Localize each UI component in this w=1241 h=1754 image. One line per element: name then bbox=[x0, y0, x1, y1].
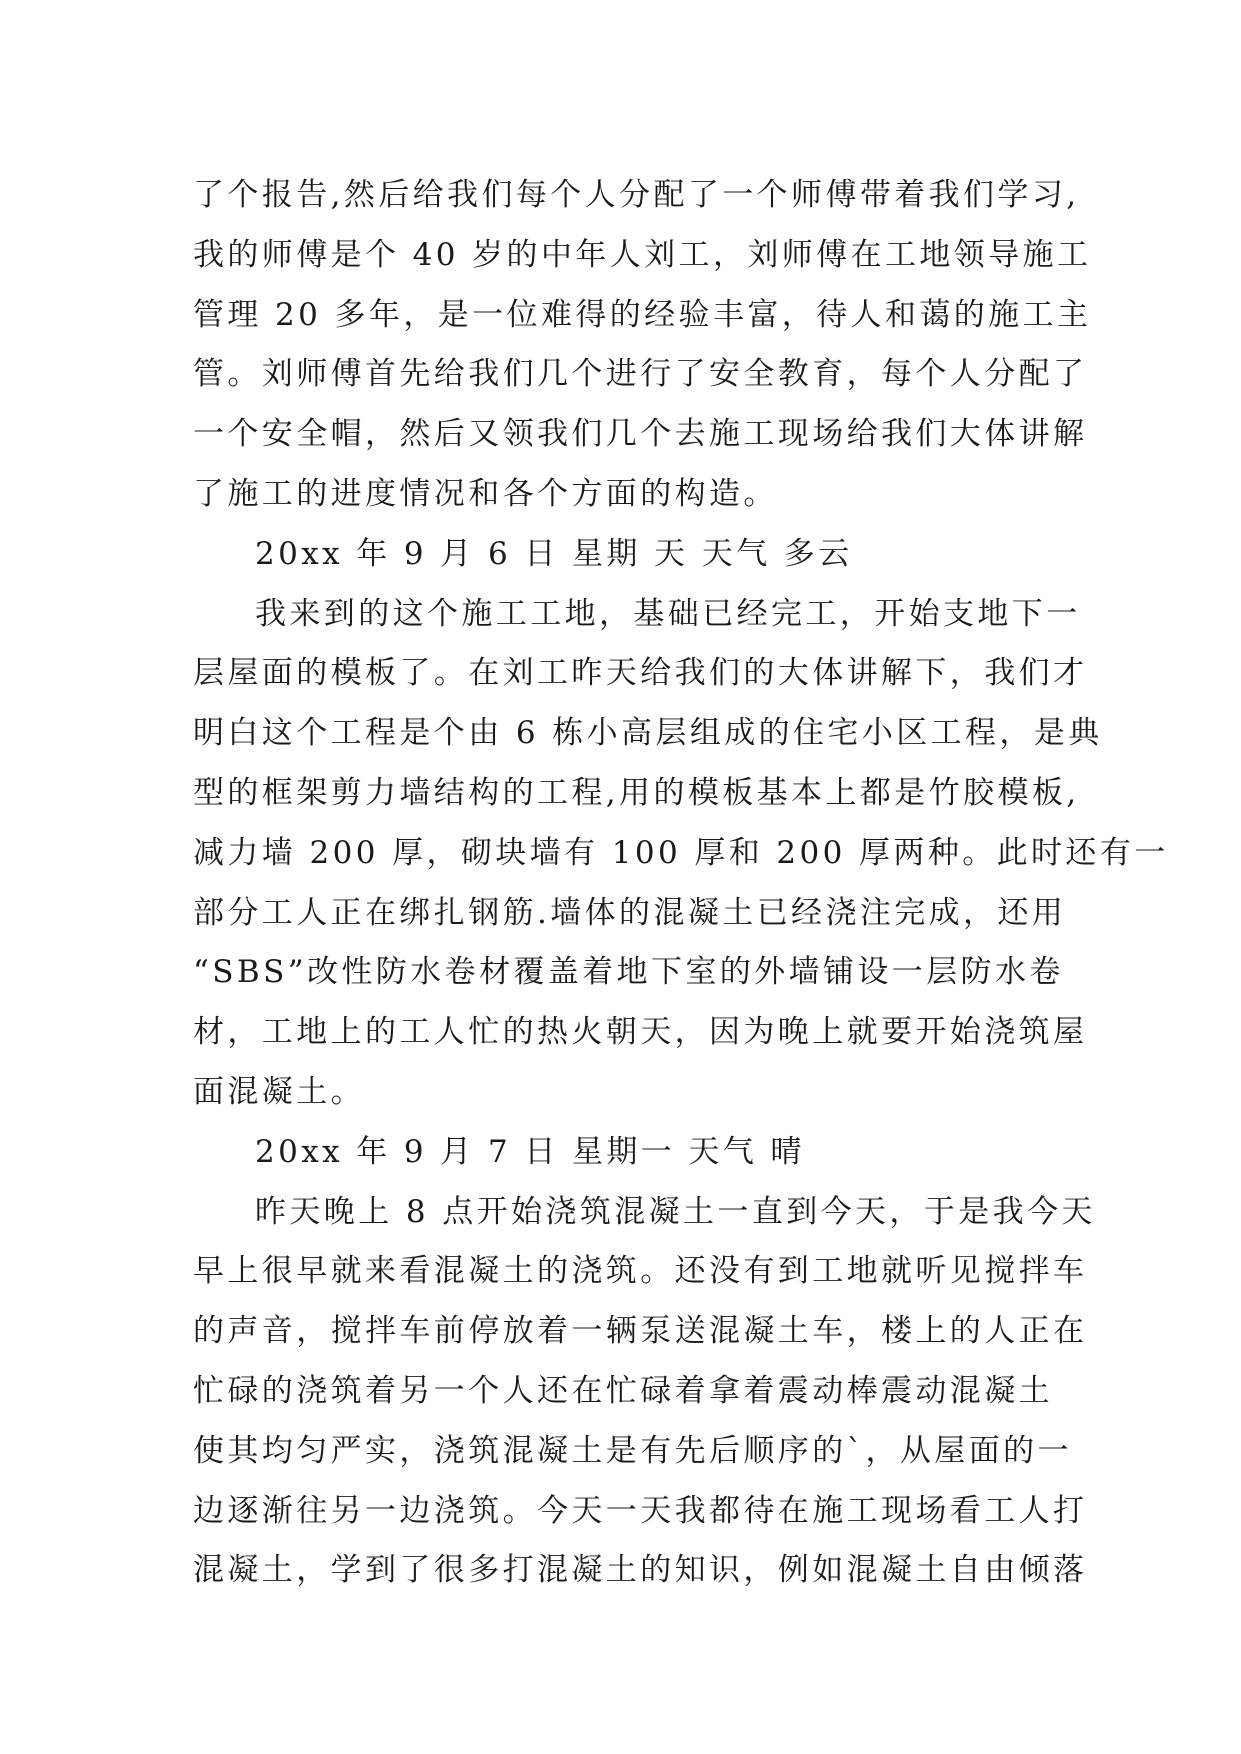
text-line: 部分工人正在绑扎钢筋.墙体的混凝土已经浇注完成，还用 bbox=[193, 894, 1067, 931]
text-line: 我的师傅是个 40 岁的中年人刘工，刘师傅在工地领导施工 bbox=[193, 236, 1092, 273]
text-line: 面混凝土。 bbox=[193, 1073, 365, 1110]
text-line: 材，工地上的工人忙的热火朝天，因为晚上就要开始浇筑屋 bbox=[193, 1014, 1088, 1051]
text-line: 使其均匀严实，浇筑混凝土是有先后顺序的`，从屋面的一 bbox=[193, 1432, 1072, 1469]
text-line: 明白这个工程是个由 6 栋小高层组成的住宅小区工程，是典 bbox=[193, 715, 1103, 752]
text-line: 管。刘师傅首先给我们几个进行了安全教育，每个人分配了 bbox=[193, 356, 1088, 393]
text-line: 管理 20 多年，是一位难得的经验丰富，待人和蔼的施工主 bbox=[193, 296, 1092, 333]
paragraph-first-line: 昨天晚上 8 点开始浇筑混凝土一直到今天，于是我今天 bbox=[255, 1193, 1096, 1230]
text-line: 忙碌的浇筑着另一个人还在忙碌着拿着震动棒震动混凝土 bbox=[193, 1372, 1053, 1409]
diary-date-heading: 20xx 年 9 月 6 日 星期 天 天气 多云 bbox=[255, 535, 853, 572]
text-line: 混凝土，学到了很多打混凝土的知识，例如混凝土自由倾落 bbox=[193, 1552, 1088, 1589]
document-body bbox=[193, 166, 1169, 1601]
text-line: 早上很早就来看混凝土的浇筑。还没有到工地就听见搅拌车 bbox=[193, 1253, 1088, 1290]
text-line: 的声音，搅拌车前停放着一辆泵送混凝土车，楼上的人正在 bbox=[193, 1313, 1088, 1350]
text-line: 减力墙 200 厚，砌块墙有 100 厚和 200 厚两种。此时还有一 bbox=[193, 834, 1169, 871]
text-line: 了个报告,然后给我们每个人分配了一个师傅带着我们学习, bbox=[193, 177, 1080, 213]
text-line: “SBS”改性防水卷材覆盖着地下室的外墙铺设一层防水卷 bbox=[193, 954, 1064, 991]
text-line: 边逐渐往另一边浇筑。今天一天我都待在施工现场看工人打 bbox=[193, 1492, 1088, 1529]
diary-date-heading: 20xx 年 9 月 7 日 星期一 天气 晴 bbox=[255, 1133, 805, 1170]
text-line: 层屋面的模板了。在刘工昨天给我们的大体讲解下，我们才 bbox=[193, 655, 1088, 692]
text-line: 型的框架剪力墙结构的工程,用的模板基本上都是竹胶模板, bbox=[193, 774, 1080, 811]
text-line: 一个安全帽，然后又领我们几个去施工现场给我们大体讲解 bbox=[193, 416, 1088, 453]
paragraph-first-line: 我来到的这个施工工地，基础已经完工，开始支地下一 bbox=[255, 595, 1081, 632]
text-line: 了施工的进度情况和各个方面的构造。 bbox=[193, 475, 778, 512]
